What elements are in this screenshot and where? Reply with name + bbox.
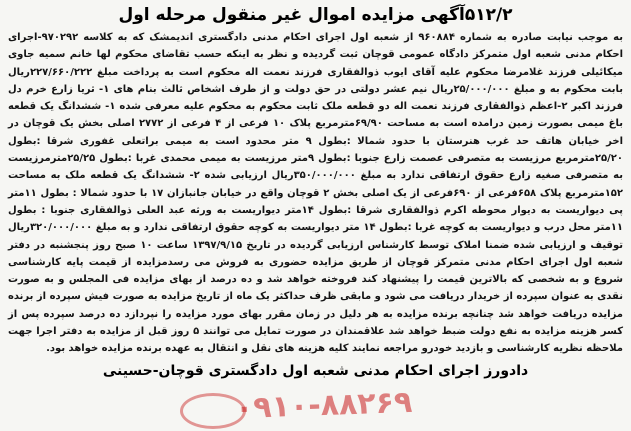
notice-signature: دادورز اجرای احکام مدنی شعبه اول دادگستری قوچان-حسینی xyxy=(102,362,529,379)
notice-body: به موجب نیابت صادره به شماره ۹۶۰۸۸۴ از شعبه اول اجرای احکام مدنی دادگستری اندیمشک که به کلاسه ۹۷۰۲۹۲-اجرای احکام مدنی شعبه اول متمرکز دادگاه عمومی قوچان ثبت گردیده و نظر به اینکه حسب تقاضای محکوم لها خانم سمیه جاوی میکائیلی فرزند غلامرضا محکوم علیه آقای ایوب ذوالفقاری فرزند نعمت اله محکوم است به پرداخت مبلغ ۲۲۷/۶۶۰/۲۲۲ریال بابت محکوم به و مبلغ ۲۵/۰۰۰/۰۰۰ریال نیم عشر دولتی در حق دولت و از طرف اشخاص ثالث بنام های ۱- ثریا زارع خرم دل فرزند اکبر ۲-اعظم ذوالفقاری فرزند نعمت اله دو قطعه ملک ثابت محکوم به محکوم علیه معرفی شده ۱- ششدانگ یک قطعه باغ میمی بصورت زمین درامده است به مساحت ۶۹/۹۰مترمربع پلاک ۱۰ فرعی از ۴ فرعی از ۲۷۷۲ اصلی بخش یک قوچان در اخر خیابان هاتف حد غرب هنرستان با حدود شمالا :بطول ۹ متر محدود است به میمی براتعلی غفوری شرقا :بطول ۲۵/۲۰مترمربع مرزیست به متصرفی عصمت زارع جنوبا :بطول ۹متر مرزیست به میمی محمدی غربا :بطول ۲۵/۲۵مترمرزیست به متصرفی صغیه زارع حقوق ارتفاقی ندارد به مبلغ ۳۵۰/۰۰۰/۰۰۰ریال ارزیابی شده ۲- ششدانگ یک قطعه ملک به مساحت ۱۵۲مترمربع پلاک ۶۵۸فرعی از ۶۹۰فرعی از یک اصلی بخش ۲ قوچان واقع در خیابان جانبازان ۱۷ با حدود شمالا : بطول ۱۱متر پی دیواریست به دیوار محوطه اکرم ذوالفقاری شرقا :بطول ۱۴متر دیواریست به ورثه عبد العلی ذوالفقاری جنوبا : بطول ۱۱متر محل درب و دیواریست به کوچه غربا :بطول ۱۴ متر دیواریست به کوچه حقوق ارتفاقی ندارد و به مبلغ ۳۲۰/۰۰۰/۰۰۰ریال توقیف و ارزیابی شده ضمنا املاک توسط کارشناس ارزیابی گردیده در تاریخ ۱۳۹۷/۹/۱۵ ساعت ۱۰ صبح روز پنجشنبه در دفتر شعبه اول اجرای احکام مدنی متمرکز قوچان از طریق مزایده حضوری به فروش می رسدمزایده از قیمت پایه کارشناسی شروع و به شخصی که بالاترین قیمت را پیشنهاد کند فروخته خواهد شد و ده درصد از بهای مزایده فی المجلس و به صورت نقدی به عنوان سپرده از خریدار دریافت می شود و مابقی ظرف حداکثر یک ماه از تاریخ مزایده به صورت فیش سپرده از برنده مزایده دریافت خواهد شد چنانچه برنده مزایده به هر دلیل در زمان مقرر بهای مورد مزایده را نپردازد ده درصد سپرده پس از کسر هزینه مزایده به نفع دولت ضبط خواهد شد علاقمندان در صورت تمایل می توانند ۵ روز قبل از مزایده به دفتر اجرا جهت ملاحظه نظریه کارشناسی و بازدید خودرو مراجعه نمایند کلیه هزینه های نقل و انتقال به عهده برنده مزایده خواهد بود. xyxy=(8,32,624,355)
notice-title: ۵۱۲/۲آگهی مزایده اموال غیر منقول مرحله اول xyxy=(118,5,513,25)
red-phone-watermark: ۰۹۱۰-۸۸۲۶۹ xyxy=(234,384,413,427)
